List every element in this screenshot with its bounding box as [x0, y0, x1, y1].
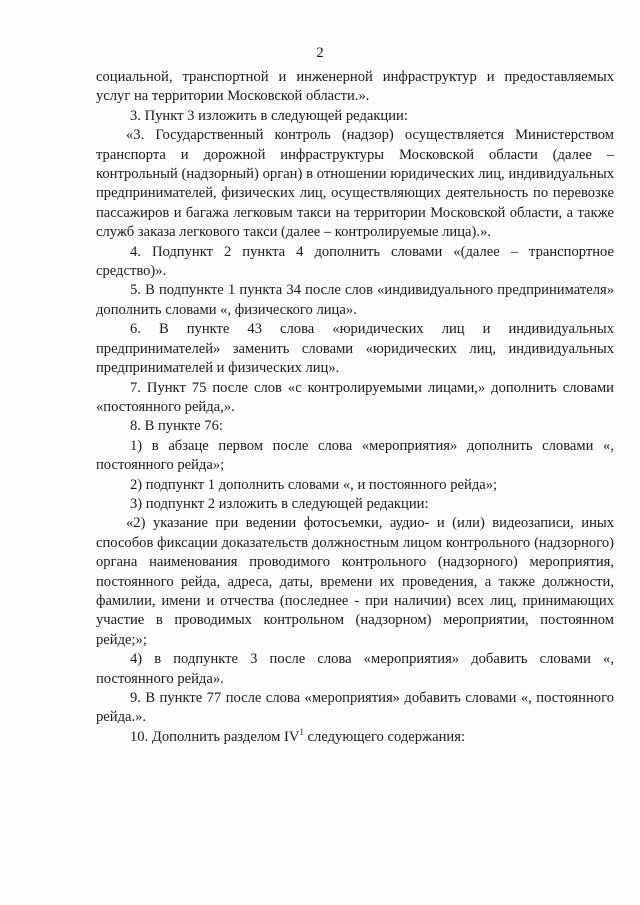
- paragraph-item-10-tail: следующего содержания:: [303, 728, 466, 745]
- paragraph-item-8-1: 1) в абзаце первом после слова «мероприятия» дополнить словами «, постоянного рейда»;: [96, 437, 614, 474]
- page-number: 2: [316, 45, 324, 61]
- paragraph-item-10-text: 10. Дополнить разделом IV: [130, 728, 300, 745]
- paragraph-item-9: 9. В пункте 77 после слова «мероприятия» добавить словами «, постоянного рейда.».: [96, 690, 614, 726]
- paragraph-item-8-3: 3) подпункт 2 изложить в следующей редакции:: [130, 495, 429, 512]
- paragraph-item-8-3-quote: «2) указание при ведении фотосъемки, аудио- и (или) видеозаписи, иных способов фиксации доказательств должностным лицом контрольного (надзорного) органа наименования проводимого контрольного (надзорного) мероприятия, постоянного рейда, адреса, даты, времени их проведения, а также должности, фамилии, имени и отчества (последнее - при наличии) всех лиц, принимающих участие в проводимых контрольном (надзорном) мероприятии, постоянном рейде;»;: [96, 515, 614, 648]
- paragraph-item-8: 8. В пункте 76:: [130, 418, 223, 435]
- paragraph-item-8-4: 4) в подпункте 3 после слова «мероприятия» добавить словами «, постоянного рейда».: [96, 651, 614, 687]
- paragraph-item-4: 4. Подпункт 2 пункта 4 дополнить словами «(далее – транспортное средство)».: [96, 243, 614, 280]
- paragraph-item-7: 7. Пункт 75 после слов «с контролируемыми лицами,» дополнить словами «постоянного рейда,».: [96, 379, 614, 415]
- paragraph-item-3-quote: «3. Государственный контроль (надзор) осуществляется Министерством транспорта и дорожной инфраструктуры Московской области (далее – контрольный (надзорный) орган) в отношении юридических лиц, индивидуальных предпринимателей, физических лиц, осуществляющих деятельность по перевозке пассажиров и багажа легковым такси на территории Московской области, а также служб заказа легкового такси (далее – контролируемые лица).».: [96, 127, 614, 241]
- paragraph-item-5: 5. В подпункте 1 пункта 34 после слов «индивидуального предпринимателя» дополнить словами «, физического лица».: [96, 282, 614, 318]
- section-superscript: 1: [299, 726, 304, 737]
- paragraph-continuation: социальной, транспортной и инженерной инфраструктур и предоставляемых услуг на территории Московской области.».: [96, 69, 614, 105]
- document-body: [96, 68, 614, 747]
- paragraph-item-10: [96, 728, 614, 747]
- paragraph-item-6: 6. В пункте 43 слова «юридических лиц и индивидуальных предпринимателей» заменить словами «юридических лиц, индивидуальных предпринимателей и физических лиц».: [96, 321, 614, 377]
- paragraph-item-8-2: 2) подпункт 1 дополнить словами «, и постоянного рейда»;: [130, 476, 498, 493]
- paragraph-item-3: 3. Пункт 3 изложить в следующей редакции:: [130, 107, 408, 124]
